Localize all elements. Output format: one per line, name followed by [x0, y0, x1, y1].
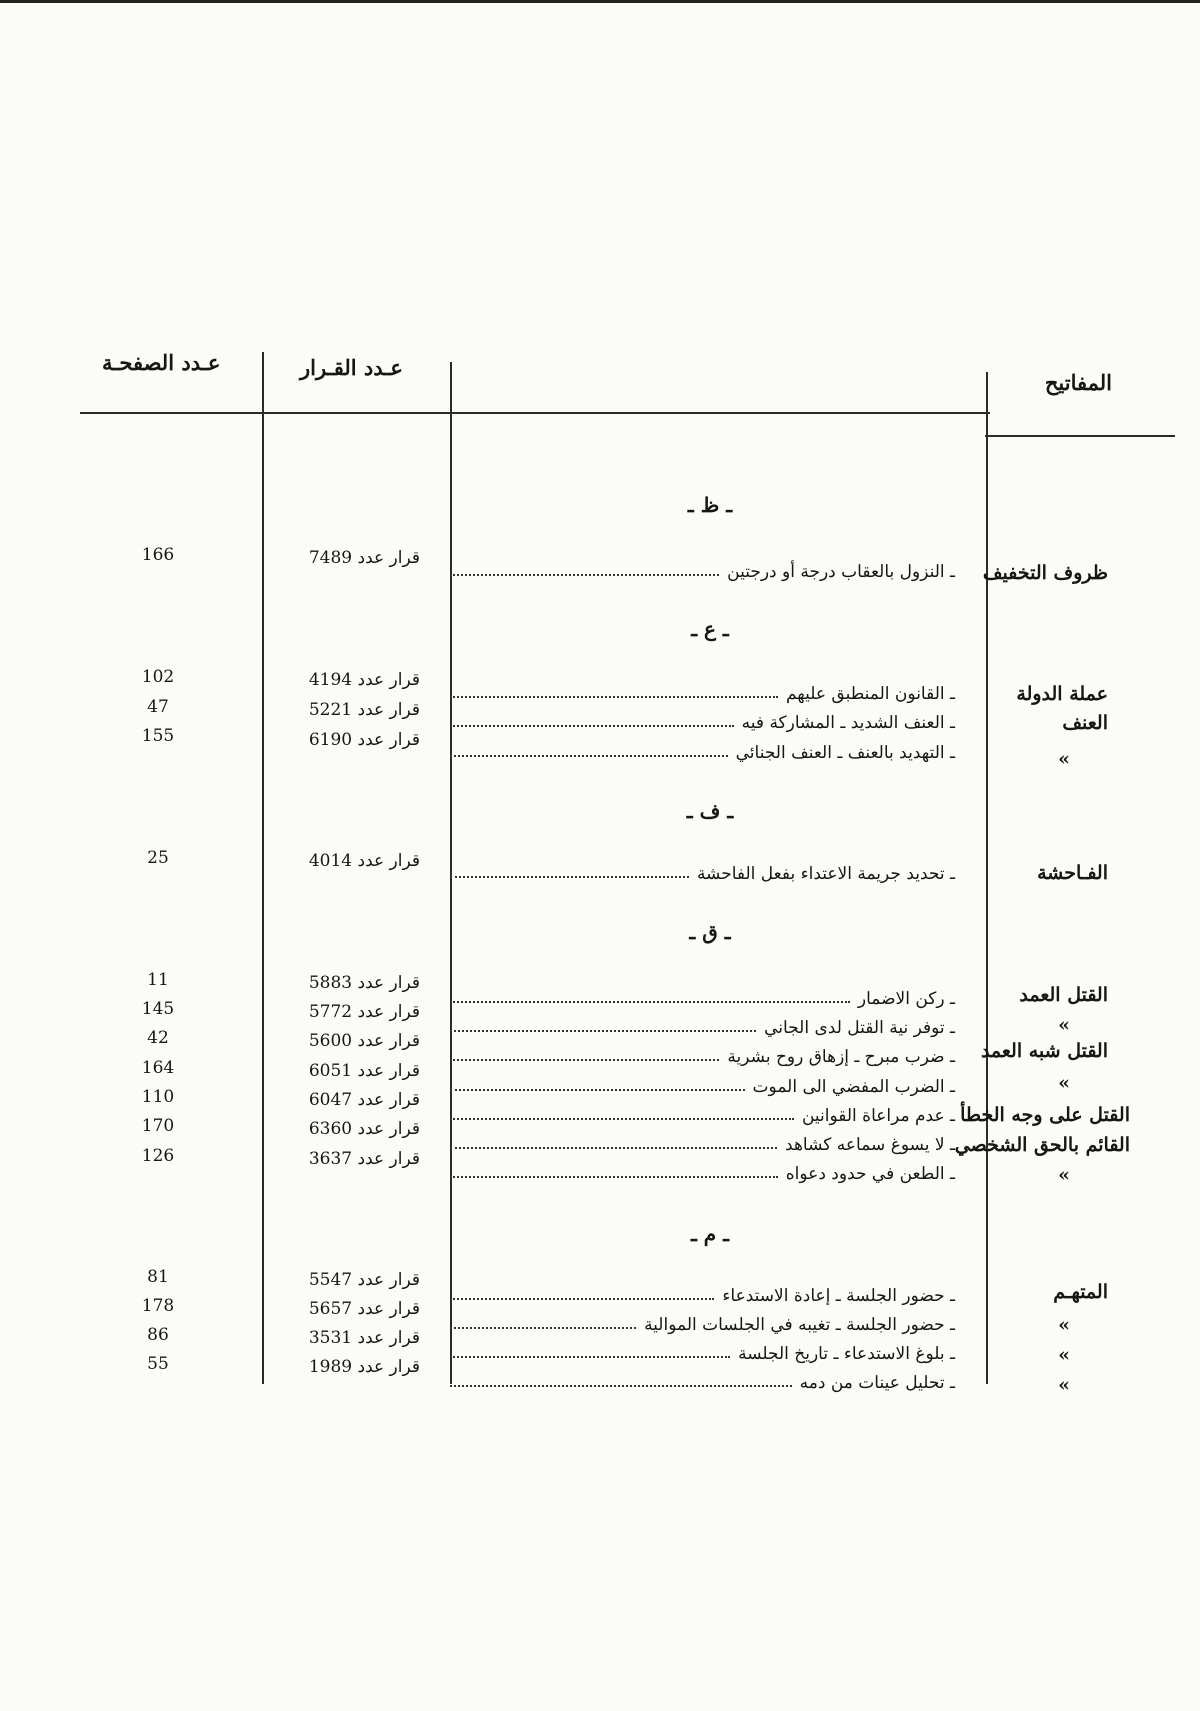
decision-number: قرار عدد 4194 — [308, 670, 420, 690]
keyword: » — [1058, 748, 1070, 770]
entry-description: ـ عدم مراعاة القوانين — [801, 1106, 955, 1126]
section-letter: ـ ق ـ — [689, 920, 731, 944]
section-letter: ـ ظ ـ — [687, 493, 733, 517]
dot-leader — [450, 1176, 778, 1178]
index-entry — [450, 1100, 955, 1126]
entry-description: ـ حضور الجلسة ـ تغيبه في الجلسات الموالية — [644, 1315, 955, 1335]
index-entry — [450, 737, 955, 763]
decision-number: قرار عدد 6051 — [308, 1061, 420, 1081]
decision-number: قرار عدد 5600 — [308, 1031, 420, 1051]
decision-number: قرار عدد 5883 — [308, 973, 420, 993]
dot-leader — [450, 1030, 756, 1032]
entry-description: ـ العنف الشديد ـ المشاركة فيه — [741, 713, 955, 733]
column-divider-pages — [262, 352, 264, 1384]
dot-leader — [450, 1147, 777, 1149]
index-entry — [450, 1071, 955, 1097]
entry-description: ـ النزول بالعقاب درجة أو درجتين — [727, 562, 955, 582]
keyword: المتهـم — [1053, 1281, 1108, 1303]
index-entry — [450, 1158, 955, 1184]
decision-number: قرار عدد 5772 — [308, 1002, 420, 1022]
decision-number: قرار عدد 6047 — [308, 1090, 420, 1110]
entry-description: ـ حضور الجلسة ـ إعادة الاستدعاء — [722, 1286, 955, 1306]
decision-number: قرار عدد 5547 — [308, 1270, 420, 1290]
decision-number: قرار عدد 5657 — [308, 1299, 420, 1319]
section-letter: ـ ع ـ — [691, 617, 729, 641]
page-number: 178 — [141, 1296, 175, 1316]
entry-description: ـ الطعن في حدود دعواه — [785, 1164, 955, 1184]
index-entry — [450, 1129, 955, 1155]
section-letter: ـ ف ـ — [686, 799, 734, 823]
index-entry — [450, 983, 955, 1009]
page-number: 164 — [141, 1058, 175, 1078]
index-entry — [450, 1309, 955, 1335]
index-entry — [450, 678, 955, 704]
keyword: » — [1058, 1072, 1070, 1094]
keyword: القتل العمد — [1019, 984, 1108, 1006]
page-number: 170 — [141, 1116, 175, 1136]
entry-description: ـ القانون المنطبق عليهم — [785, 684, 955, 704]
index-entry — [450, 707, 955, 733]
decision-number: قرار عدد 4014 — [308, 851, 420, 871]
entry-description: ـ الضرب المفضي الى الموت — [752, 1077, 955, 1097]
header-page-number: عـدد الصفحـة — [102, 350, 221, 375]
dot-leader — [450, 1118, 794, 1120]
page-number: 81 — [147, 1267, 169, 1287]
keyword: العنف — [1062, 712, 1108, 734]
index-entry — [450, 1280, 955, 1306]
entry-description: ـ التهديد بالعنف ـ العنف الجنائي — [735, 743, 955, 763]
entry-description: ـ ضرب مبرح ـ إزهاق روح بشرية — [727, 1047, 955, 1067]
entry-description: ـ تحليل عينات من دمه — [799, 1373, 955, 1393]
page-number: 25 — [147, 848, 169, 868]
keyword: القتل شبه العمد — [980, 1040, 1108, 1062]
keyword: ظروف التخفيف — [982, 562, 1108, 584]
dot-leader — [450, 1385, 792, 1387]
entry-description: ـ بلوغ الاستدعاء ـ تاريخ الجلسة — [738, 1344, 955, 1364]
keyword: » — [1058, 1314, 1070, 1336]
entry-description: ـ لا يسوغ سماعه كشاهد — [785, 1135, 955, 1155]
dot-leader — [450, 1327, 636, 1329]
page-top-border — [0, 0, 1200, 3]
dot-leader — [450, 876, 689, 878]
page-number: 11 — [147, 970, 169, 990]
section-letter: ـ م ـ — [690, 1222, 730, 1246]
header-rule-left — [80, 412, 990, 414]
keyword: » — [1058, 1014, 1070, 1036]
page-number: 102 — [141, 667, 175, 687]
header-rule-right — [985, 435, 1175, 437]
dot-leader — [450, 574, 719, 576]
dot-leader — [450, 1089, 745, 1091]
header-decision-number: عـدد القـرار — [300, 355, 403, 380]
keyword: الفـاحشة — [1037, 862, 1108, 884]
page-number: 126 — [141, 1146, 175, 1166]
keyword: القائم بالحق الشخصي — [954, 1134, 1130, 1156]
decision-number: قرار عدد 1989 — [308, 1357, 420, 1377]
index-entry — [450, 858, 955, 884]
page-number: 145 — [141, 999, 175, 1019]
decision-number: قرار عدد 7489 — [308, 548, 420, 568]
keyword: » — [1058, 1374, 1070, 1396]
page-number: 110 — [141, 1087, 175, 1107]
dot-leader — [450, 725, 734, 727]
page-number: 55 — [147, 1354, 169, 1374]
keyword: » — [1058, 1164, 1070, 1186]
page-number: 42 — [147, 1028, 169, 1048]
dot-leader — [450, 1001, 850, 1003]
decision-number: قرار عدد 5221 — [308, 700, 420, 720]
entry-description: ـ توفر نية القتل لدى الجاني — [764, 1018, 955, 1038]
index-entry — [450, 1367, 955, 1393]
dot-leader — [450, 1356, 730, 1358]
decision-number: قرار عدد 6190 — [308, 730, 420, 750]
index-entry — [450, 1041, 955, 1067]
index-entry — [450, 1338, 955, 1364]
page-number: 155 — [141, 726, 175, 746]
dot-leader — [450, 1298, 714, 1300]
entry-description: ـ تحديد جريمة الاعتداء بفعل الفاحشة — [696, 864, 955, 884]
dot-leader — [450, 696, 778, 698]
page-number: 86 — [147, 1325, 169, 1345]
index-entry — [450, 1012, 955, 1038]
page-number: 166 — [141, 545, 175, 565]
decision-number: قرار عدد 3531 — [308, 1328, 420, 1348]
header-keywords: المفاتيح — [1044, 370, 1112, 395]
dot-leader — [450, 1059, 719, 1061]
keyword: عملة الدولة — [1016, 683, 1108, 705]
decision-number: قرار عدد 3637 — [308, 1149, 420, 1169]
dot-leader — [450, 755, 728, 757]
index-entry — [450, 556, 955, 582]
decision-number: قرار عدد 6360 — [308, 1119, 420, 1139]
entry-description: ـ ركن الاضمار — [857, 989, 955, 1009]
keyword: القتل على وجه الخطأ — [960, 1104, 1130, 1126]
keyword: » — [1058, 1344, 1070, 1366]
page-number: 47 — [147, 697, 169, 717]
